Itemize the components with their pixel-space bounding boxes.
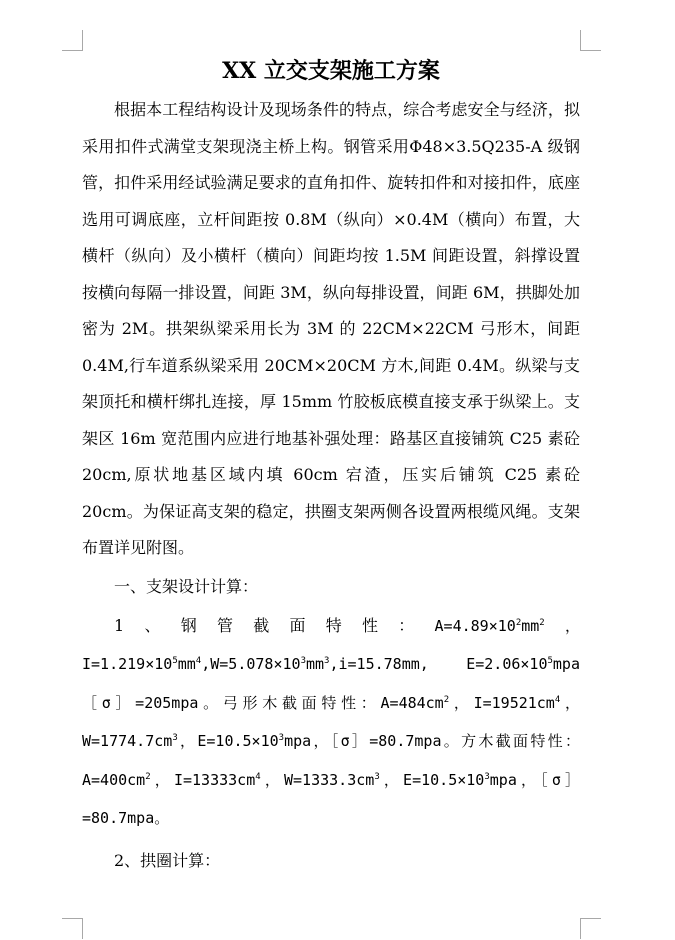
subsection-heading-arch-calculation: 2、拱圈计算： [114,850,221,870]
intro-paragraph: 根据本工程结构设计及现场条件的特点，综合考虑安全与经济，拟采用扣件式满堂支架现浇主桥上构。钢管采用Φ48×3.5Q235-A 级钢管，扣件采用经试验满足要求的直角扣件、旋转扣件和对接扣件，底座选用可调底座，立杆间距按 0.8M（纵向）×0.4M（横向）布置，大横杆（纵向）及小横杆（横向）间距均按 1.5M 间距设置，斜撑设置按横向每隔一排设置，间距 3M，纵向每排设置，间距 6M，拱脚处加密为 2M。拱架纵梁采用长为 3M 的 22CM×22CM 弓形木，间距 0.4M,行车道系纵梁采用 20CM×20CM 方木,间距 0.4M。纵梁与支架顶托和横杆绑扎连接，厚 15mm 竹胶板底模直接支承于纵梁上。支架区 16m 宽范围内应进行地基补强处理：路基区直接铺筑 C25 素砼 20cm,原状地基区域内填 60cm 宕渣，压实后铺筑 C25 素砼 20cm。为保证高支架的稳定，拱圈支架两侧各设置两根缆风绳。支架布置详见附图。 [82,100,580,557]
corner-mark-top-left [62,30,83,51]
steel-pipe-area: $A=4.89\times 10^2mm^2$，$I=1.219\times 10^5mm^4,W=5.078\times 10^3mm^3,i=15.78mm$, $E=2.06\times 10^5mpa[\sigma]=205mpa$。弓形木截面特性：$A=484cm^2$，$I=19521cm^4$，$W=1774.7cm^3$，$E=10.5\times 10^3mpa$，［σ］=80.7mpa。方木截面特性：$A=400cm^2$，$I=13333cm^4$，$W=1333.3cm^3$，$E=10.5\times 10^3mpa$，［σ］=80.7mpa。 [82,616,581,827]
corner-mark-top-right [580,30,601,51]
section-heading-support-design: 一、支架设计计算： [114,576,259,596]
document-body [82,52,580,884]
corner-mark-bottom-right [580,918,601,939]
document-title: XX 立交支架施工方案 [222,58,440,84]
section-1-paragraph [82,607,580,838]
corner-mark-bottom-left [62,918,83,939]
item-1-label: 1、钢管截面特性： [114,615,435,635]
